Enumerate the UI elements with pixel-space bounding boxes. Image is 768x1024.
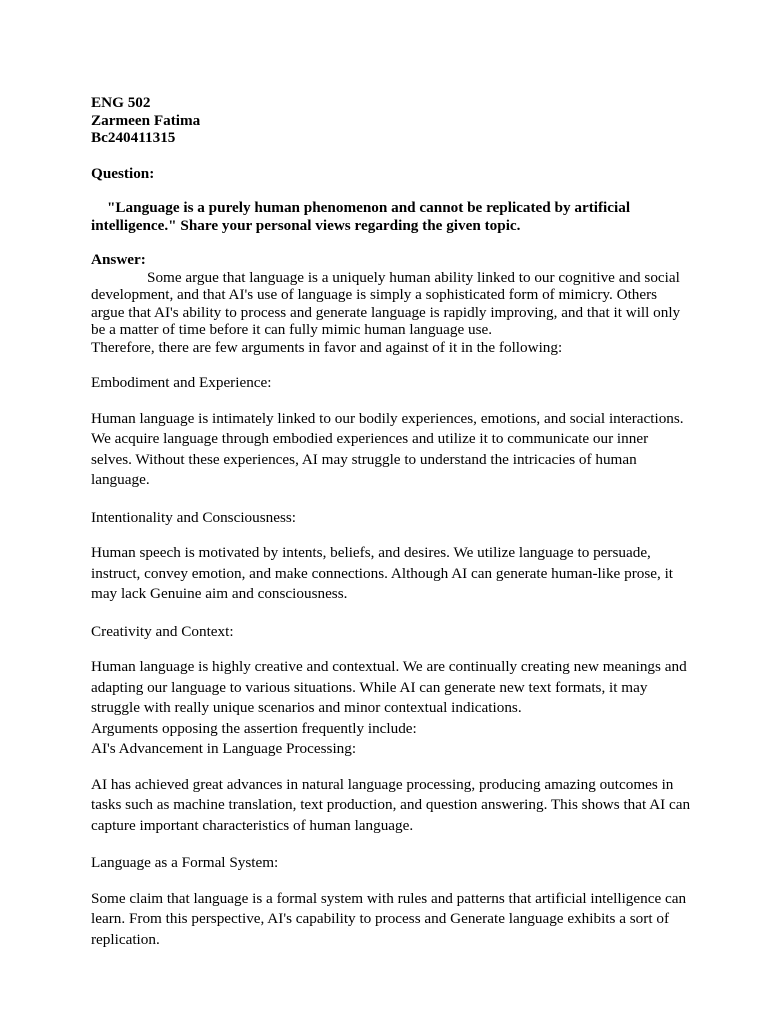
- question-text: "Language is a purely human phenomenon and cannot be replicated by artificial intelligence." Share your personal views regarding the given topic.: [91, 199, 631, 234]
- section-heading-formal-system: Language as a Formal System:: [91, 854, 279, 871]
- opposing-arguments-intro: Arguments opposing the assertion frequently include:: [91, 719, 417, 737]
- section-heading-creativity: Creativity and Context:: [91, 622, 234, 640]
- answer-label: Answer:: [91, 251, 146, 268]
- student-id: Bc240411315: [91, 129, 176, 146]
- author-name: Zarmeen Fatima: [91, 111, 201, 129]
- section-body-formal-system: Some claim that language is a formal system with rules and patterns that artificial intelligence can learn. From this perspective, AI's capability to process and Generate language exhibits a sort of replication.: [91, 889, 687, 948]
- section-body-intentionality: Human speech is motivated by intents, beliefs, and desires. We utilize language to persuade, instruct, convey emotion, and make connections. Although AI can generate human-like prose, it may lack Genuine aim and consciousness.: [91, 544, 674, 602]
- section-body-creativity: Human language is highly creative and contextual. We are continually creating new meanings and adapting our language to various situations. While AI can generate new text formats, it may struggle with really unique scenarios and minor contextual indications.: [91, 658, 687, 716]
- section-heading-embodiment: Embodiment and Experience:: [91, 374, 272, 391]
- answer-block: [91, 251, 691, 356]
- answer-therefore: Therefore, there are few arguments in favor and against of it in the following:: [91, 338, 563, 356]
- section-body-advancement: AI has achieved great advances in natural language processing, producing amazing outcomes in tasks such as machine translation, text production, and question answering. This shows that AI can capture important characteristics of human language.: [91, 775, 691, 834]
- section-heading-advancement: AI's Advancement in Language Processing:: [91, 740, 357, 757]
- section-heading-intentionality: Intentionality and Consciousness:: [91, 508, 297, 526]
- answer-intro: Some argue that language is a uniquely human ability linked to our cognitive and social development, and that AI's use of language is simply a sophisticated form of mimicry. Others argue that AI's ability to process and generate language is rapidly improving, and that it will only be a matter of time before it can fully mimic human language use.: [91, 268, 681, 338]
- course-code: ENG 502: [91, 94, 151, 111]
- document-page: [91, 94, 691, 950]
- question-label: Question:: [91, 164, 155, 182]
- section-body-embodiment: Human language is intimately linked to our bodily experiences, emotions, and social interactions. We acquire language through embodied experiences and utilize it to communicate our inner selves. Without these experiences, AI may struggle to understand the intricacies of human language.: [91, 409, 684, 488]
